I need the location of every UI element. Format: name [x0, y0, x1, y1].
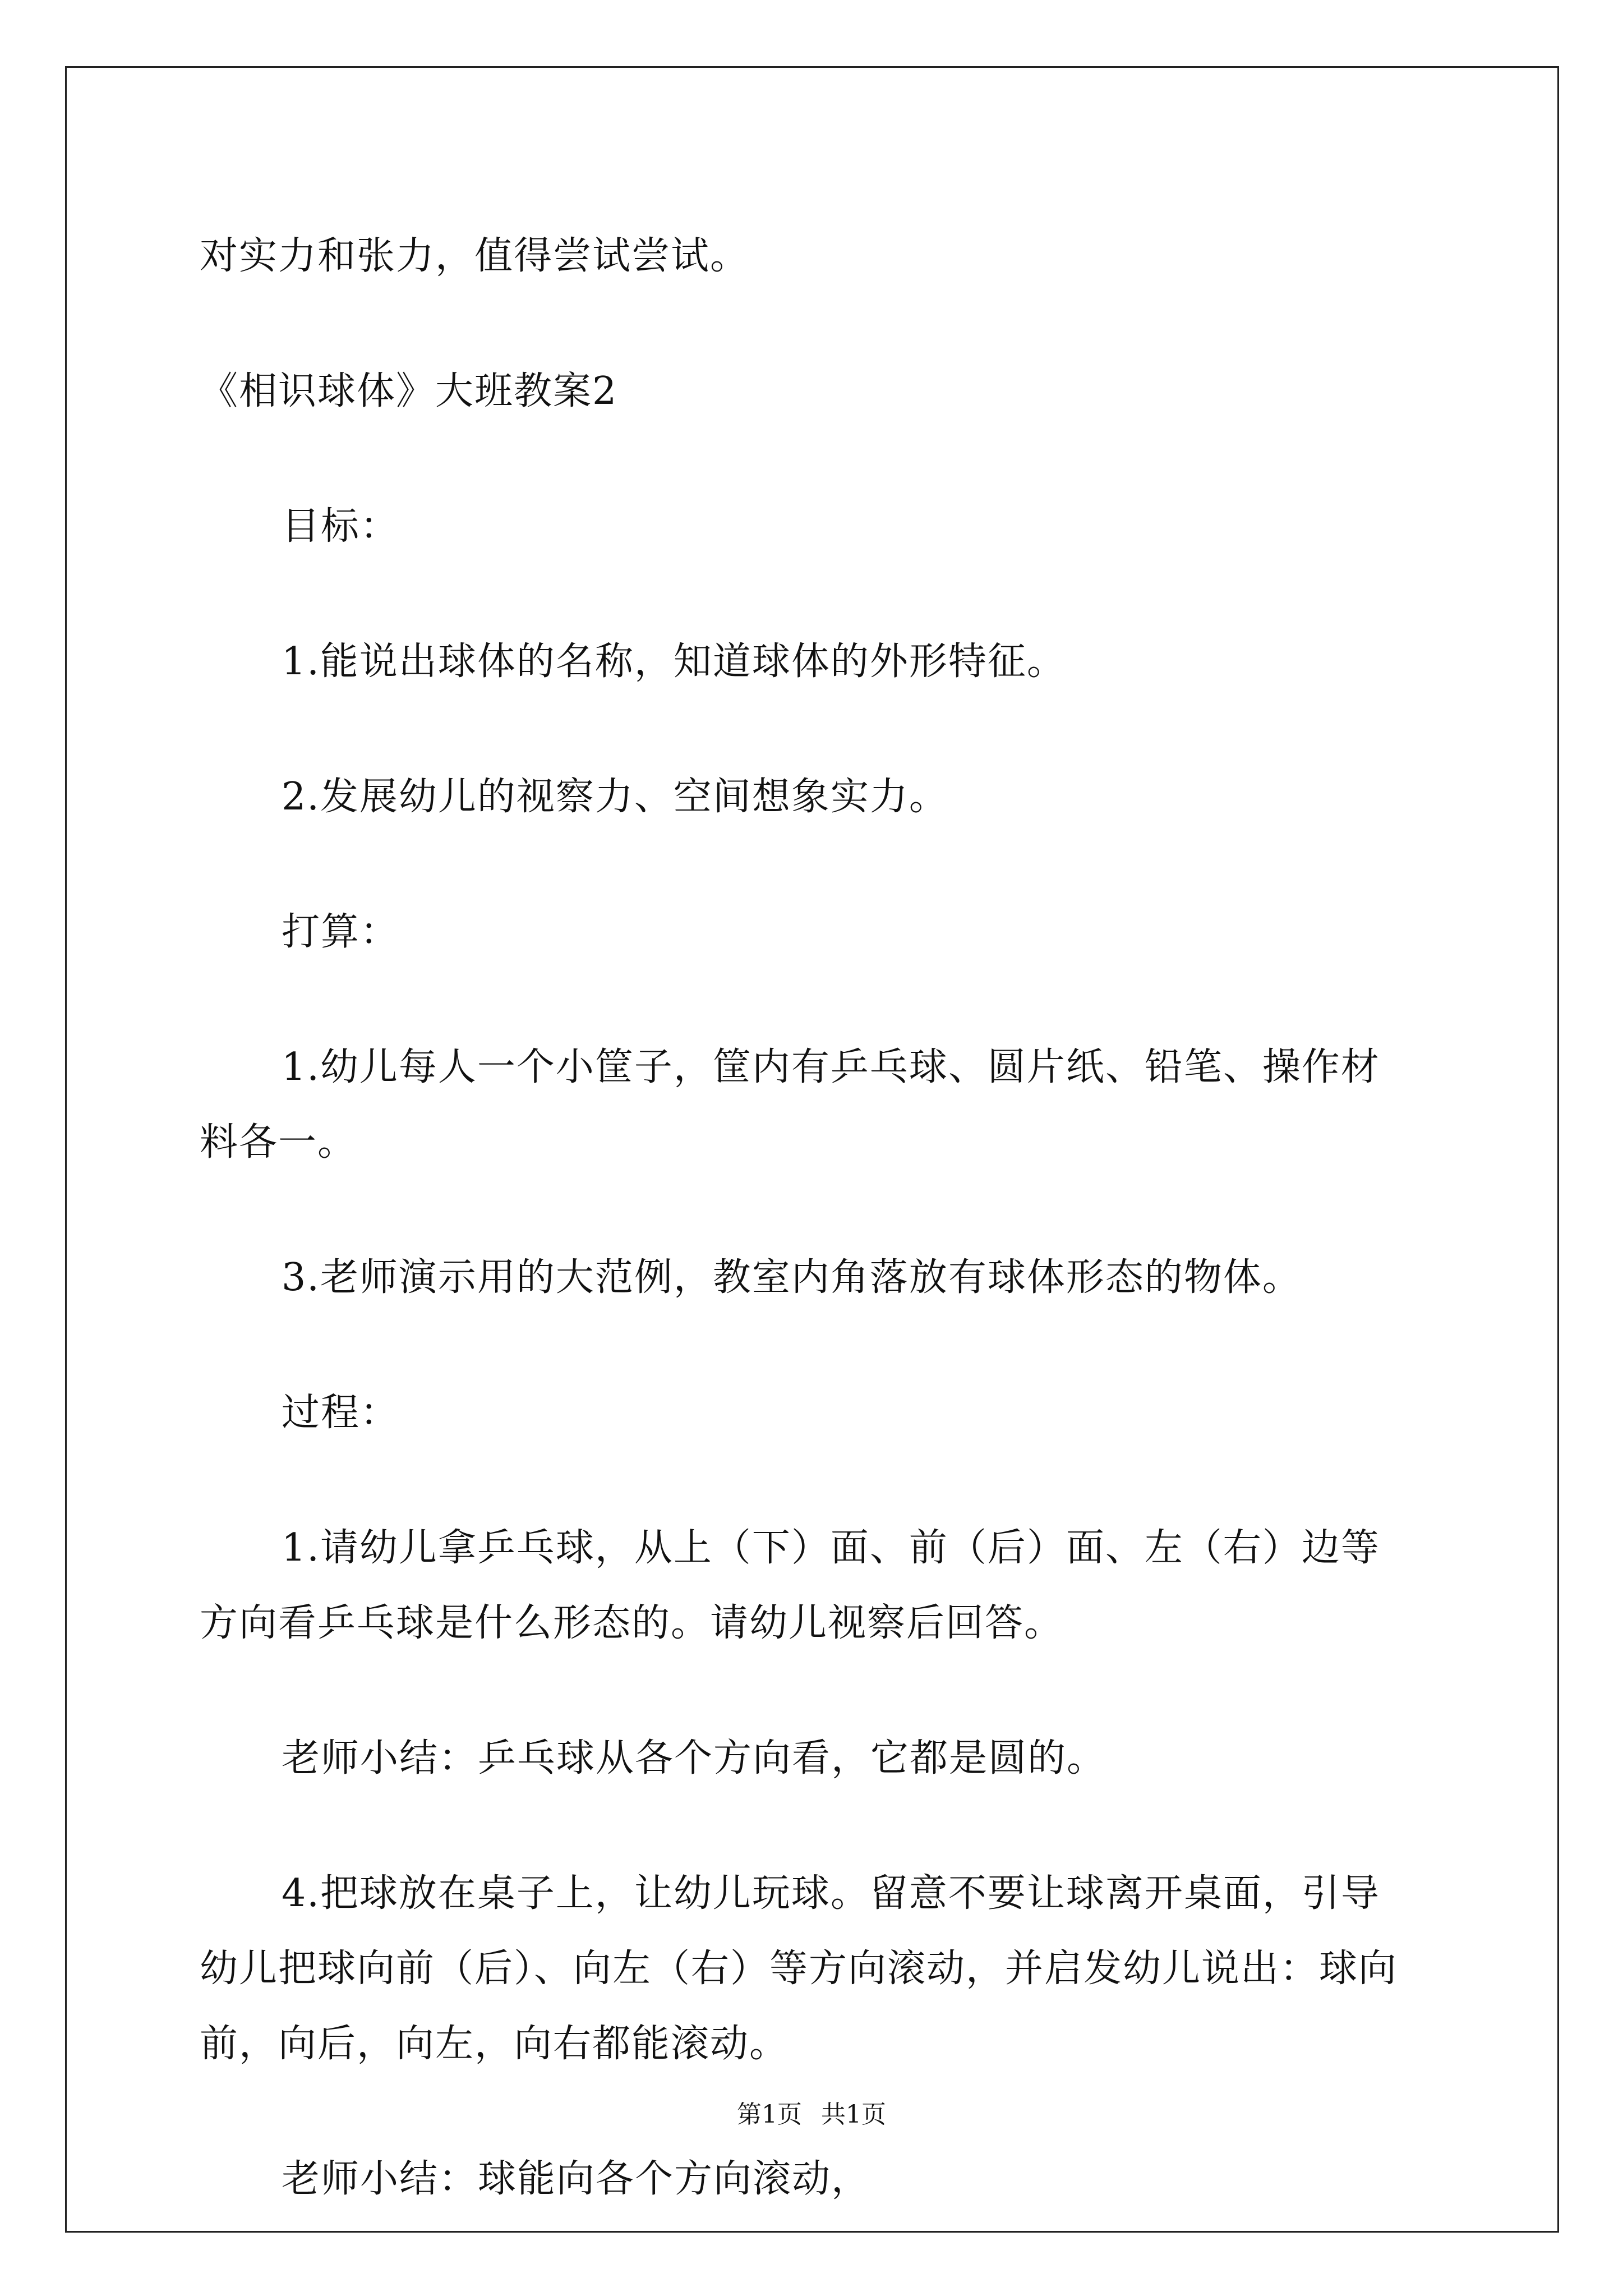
section-title: 《相识球体》大班教案2: [200, 369, 618, 413]
paragraph-line: 1.能说出球体的名称，知道球体的外形特征。: [282, 639, 1066, 684]
heading-goals: 目标：: [282, 504, 400, 549]
paragraph-line: 3.老师演示用的大范例，教室内角落放有球体形态的物体。: [282, 1255, 1302, 1300]
paragraph-line: 老师小结：球能向各个方向滚动，: [282, 2157, 871, 2201]
heading-preparation: 打算：: [282, 910, 400, 954]
paragraph-line: 前，向后，向左，向右都能滚动。: [200, 2022, 789, 2066]
page-number: 第1页: [737, 2100, 802, 2129]
paragraph-line: 对实力和张力，值得尝试尝试。: [200, 234, 750, 278]
paragraph-line: 幼儿把球向前（后）、向左（右）等方向滚动，并启发幼儿说出：球向: [200, 1947, 1398, 1991]
page-footer: [0, 2098, 1623, 2132]
heading-process: 过程：: [282, 1391, 400, 1435]
page-total: 共1页: [821, 2100, 886, 2129]
paragraph-line: 2.发展幼儿的视察力、空间想象实力。: [282, 775, 948, 819]
paragraph-line: 1.幼儿每人一个小筐子，筐内有乒乓球、圆片纸、铅笔、操作材: [282, 1045, 1380, 1089]
paragraph-line: 料各一。: [200, 1120, 357, 1165]
paragraph-line: 4.把球放在桌子上，让幼儿玩球。留意不要让球离开桌面，引导: [282, 1871, 1380, 1916]
paragraph-line: 方向看乒乓球是什么形态的。请幼儿视察后回答。: [200, 1601, 1064, 1645]
paragraph-line: 老师小结：乒乓球从各个方向看，它都是圆的。: [282, 1736, 1106, 1780]
document-body: [200, 219, 1433, 2217]
paragraph-line: 1.请幼儿拿乒乓球，从上（下）面、前（后）面、左（右）边等: [282, 1526, 1380, 1570]
